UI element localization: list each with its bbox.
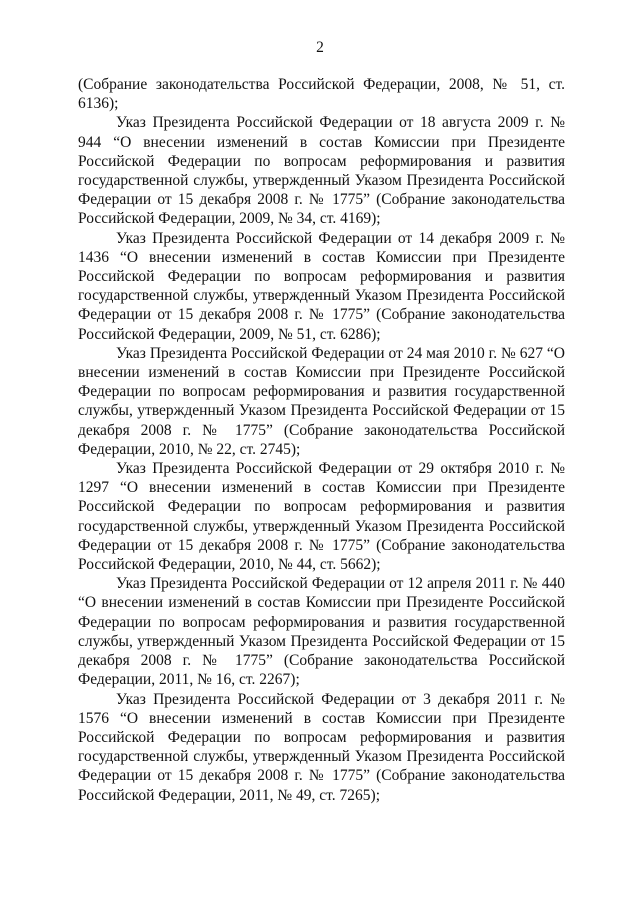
- page-number: 2: [316, 39, 324, 56]
- citation-continuation: (Собрание законодательства Российской Федерации, 2008, № 51, ст. 6136);: [78, 76, 565, 113]
- decree-entry-1297: Указ Президента Российской Федерации от 29 октября 2010 г. № 1297 “О внесении изменений в состав Комиссии при Президенте Российской Федерации по вопросам реформирования и развития государственной службы, утвержденный Указом Президента Российской Федерации от 15 декабря 2008 г. № 1775” (Собрание законодательства Российской Федерации, 2010, № 44, ст. 5662);: [78, 460, 565, 574]
- decree-entry-627: Указ Президента Российской Федерации от 24 мая 2010 г. № 627 “О внесении изменений в состав Комиссии при Президенте Российской Федерации по вопросам реформирования и развития государственной службы, утвержденный Указом Президента Российской Федерации от 15 декабря 2008 г. № 1775” (Собрание законодательства Российской Федерации, 2010, № 22, ст. 2745);: [78, 344, 565, 458]
- decree-entry-944: Указ Президента Российской Федерации от 18 августа 2009 г. № 944 “О внесении изменений в состав Комиссии при Президенте Российской Федерации по вопросам реформирования и развития государственной службы, утвержденный Указом Президента Российской Федерации от 15 декабря 2008 г. № 1775” (Собрание законодательства Российской Федерации, 2009, № 34, ст. 4169);: [78, 114, 565, 228]
- decree-entry-1576: Указ Президента Российской Федерации от 3 декабря 2011 г. № 1576 “О внесении изменений в состав Комиссии при Президенте Российской Федерации по вопросам реформирования и развития государственной службы, утвержденный Указом Президента Российской Федерации от 15 декабря 2008 г. № 1775” (Собрание законодательства Российской Федерации, 2011, № 49, ст. 7265);: [78, 690, 565, 804]
- document-body: [78, 75, 565, 805]
- decree-entry-1436: Указ Президента Российской Федерации от 14 декабря 2009 г. № 1436 “О внесении изменений в состав Комиссии при Президенте Российской Федерации по вопросам реформирования и развития государственной службы, утвержденный Указом Президента Российской Федерации от 15 декабря 2008 г. № 1775” (Собрание законодательства Российской Федерации, 2009, № 51, ст. 6286);: [78, 229, 565, 343]
- decree-entry-440: Указ Президента Российской Федерации от 12 апреля 2011 г. № 440 “О внесении изменений в состав Комиссии при Президенте Российской Федерации по вопросам реформирования и развития государственной службы, утвержденный Указом Президента Российской Федерации от 15 декабря 2008 г. № 1775” (Собрание законодательства Российской Федерации, 2011, № 16, ст. 2267);: [78, 575, 565, 689]
